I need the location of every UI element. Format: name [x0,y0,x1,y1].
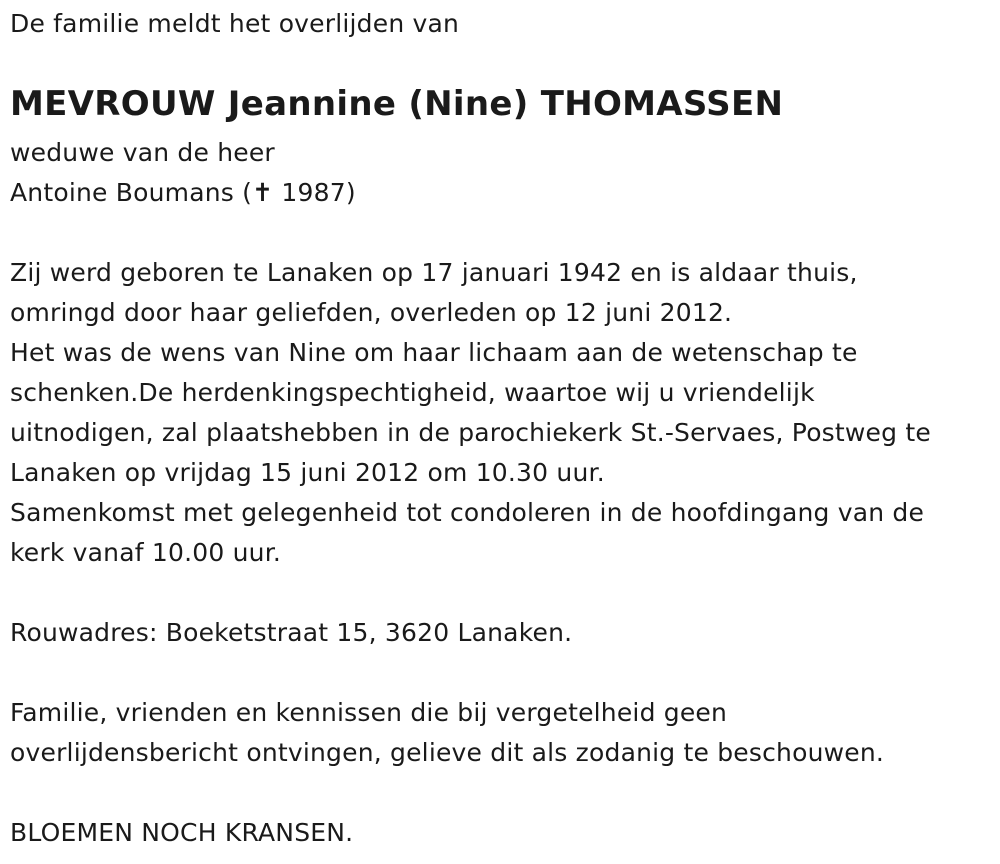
body-line: schenken.De herdenkingspechtigheid, waartoe wij u vriendelijk [10,378,815,407]
widow-of-label: weduwe van de heer [10,138,275,167]
body-line: Zij werd geboren te Lanaken op 17 januari 1942 en is aldaar thuis, [10,258,858,287]
intro-text: De familie meldt het overlijden van [10,9,460,38]
notice-line: overlijdensbericht ontvingen, gelieve dit als zodanig te beschouwen. [10,738,885,767]
spouse-name: Antoine Boumans (✝ 1987) [10,178,356,207]
deceased-name: MEVROUW Jeannine (Nine) THOMASSEN [10,84,784,124]
mourning-address: Rouwadres: Boeketstraat 15, 3620 Lanaken. [10,618,573,647]
body-line: Lanaken op vrijdag 15 juni 2012 om 10.30 uur. [10,458,605,487]
body-line: kerk vanaf 10.00 uur. [10,538,282,567]
body-line: uitnodigen, zal plaatshebben in de parochiekerk St.-Servaes, Postweg te [10,418,931,447]
body-line: Het was de wens van Nine om haar lichaam aan de wetenschap te [10,338,858,367]
body-line: Samenkomst met gelegenheid tot condoleren in de hoofdingang van de [10,498,925,527]
notice-line: Familie, vrienden en kennissen die bij vergetelheid geen [10,698,728,727]
flowers-notice: BLOEMEN NOCH KRANSEN. [10,818,354,847]
body-line: omringd door haar geliefden, overleden op 12 juni 2012. [10,298,733,327]
